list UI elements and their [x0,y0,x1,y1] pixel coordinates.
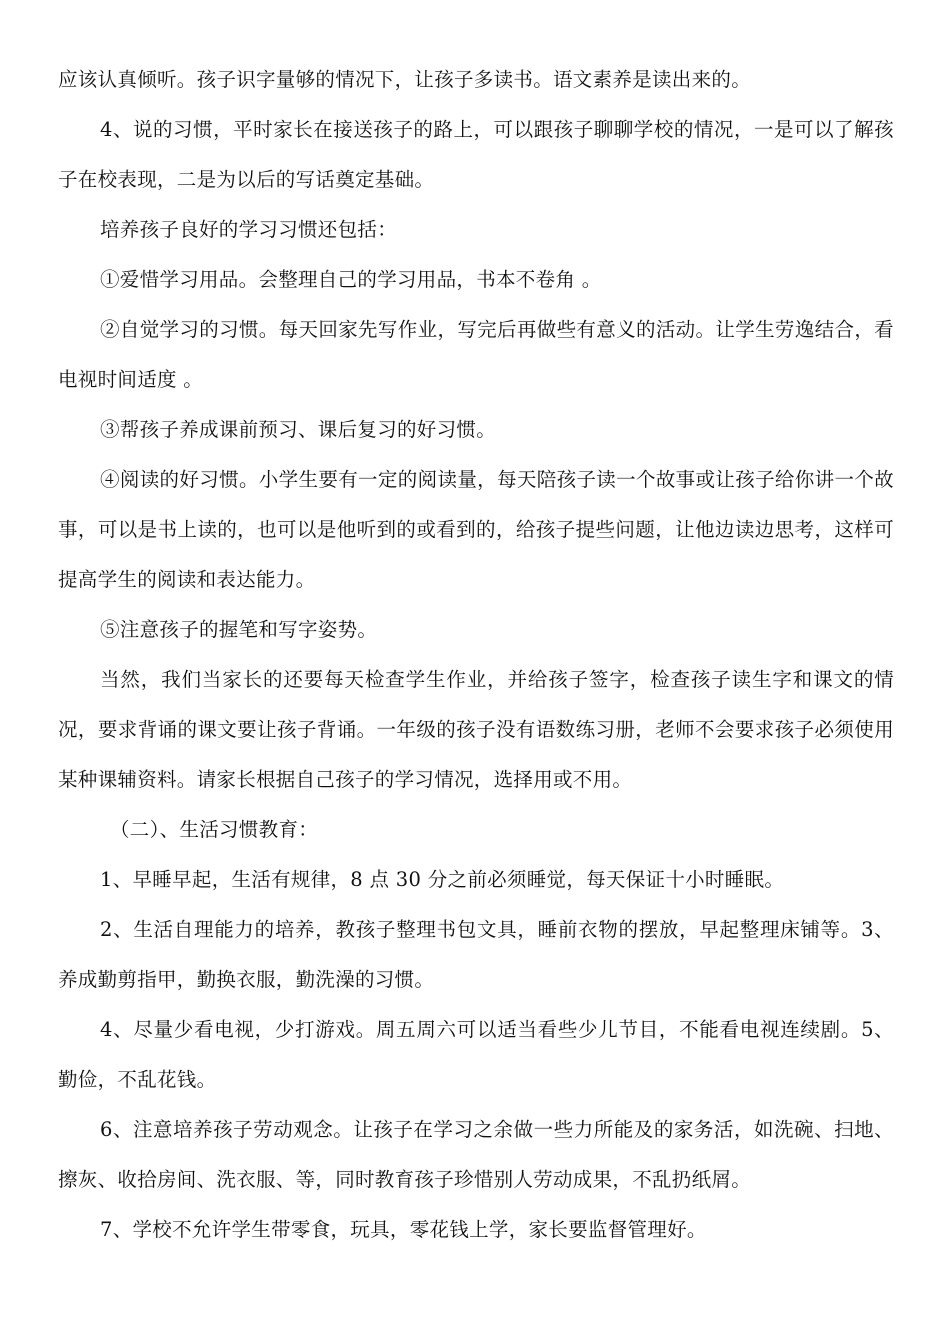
paragraph-life-6: 6、注意培养孩子劳动观念。让孩子在学习之余做一些力所能及的家务活，如洗碗、扫地、擦灰、收拾房间、洗衣服、等，同时教育孩子珍惜别人劳动成果，不乱扔纸屑。 [58,1118,894,1191]
paragraph-item-2: ②自觉学习的习惯。每天回家先写作业，写完后再做些有意义的活动。让学生劳逸结合，看电视时间适度 。 [58,318,894,391]
paragraph-parents-duties: 当然，我们当家长的还要每天检查学生作业，并给孩子签字，检查孩子读生字和课文的情况，要求背诵的课文要让孩子背诵。一年级的孩子没有语数练习册，老师不会要求孩子必须使用某种课辅资料。请家长根据自己孩子的学习情况，选择用或不用。 [58,668,894,791]
paragraph-study-habits-intro: 培养孩子良好的学习习惯还包括： [100,218,398,241]
section-heading-life-habits: （二）、生活习惯教育： [110,818,319,841]
paragraph-item-5: ⑤注意孩子的握笔和写字姿势。 [100,618,378,641]
paragraph-item-3: ③帮孩子养成课前预习、课后复习的好习惯。 [100,418,497,441]
paragraph-life-7: 7、学校不允许学生带零食，玩具，零花钱上学，家长要监督管理好。 [100,1218,707,1241]
paragraph-continuation: 应该认真倾听。孩子识字量够的情况下，让孩子多读书。语文素养是读出来的。 [58,68,752,91]
paragraph-life-2-3: 2、生活自理能力的培养，教孩子整理书包文具，睡前衣物的摆放，早起整理床铺等。3、养成勤剪指甲，勤换衣服，勤洗澡的习惯。 [58,918,894,991]
paragraph-item-1: ①爱惜学习用品。会整理自己的学习用品，书本不卷角 。 [100,268,602,291]
document-body [58,55,894,1255]
paragraph-life-1: 1、早睡早起，生活有规律，8 点 30 分之前必须睡觉，每天保证十小时睡眠。 [100,868,785,891]
paragraph-life-4-5: 4、尽量少看电视，少打游戏。周五周六可以适当看些少儿节目，不能看电视连续剧。5、勤俭，不乱花钱。 [58,1018,894,1091]
paragraph-speaking-habit: 4、说的习惯，平时家长在接送孩子的路上，可以跟孩子聊聊学校的情况，一是可以了解孩子在校表现，二是为以后的写话奠定基础。 [58,118,894,191]
paragraph-item-4: ④阅读的好习惯。小学生要有一定的阅读量，每天陪孩子读一个故事或让孩子给你讲一个故事，可以是书上读的，也可以是他听到的或看到的，给孩子提些问题，让他边读边思考，这样可提高学生的阅读和表达能力。 [58,468,894,591]
